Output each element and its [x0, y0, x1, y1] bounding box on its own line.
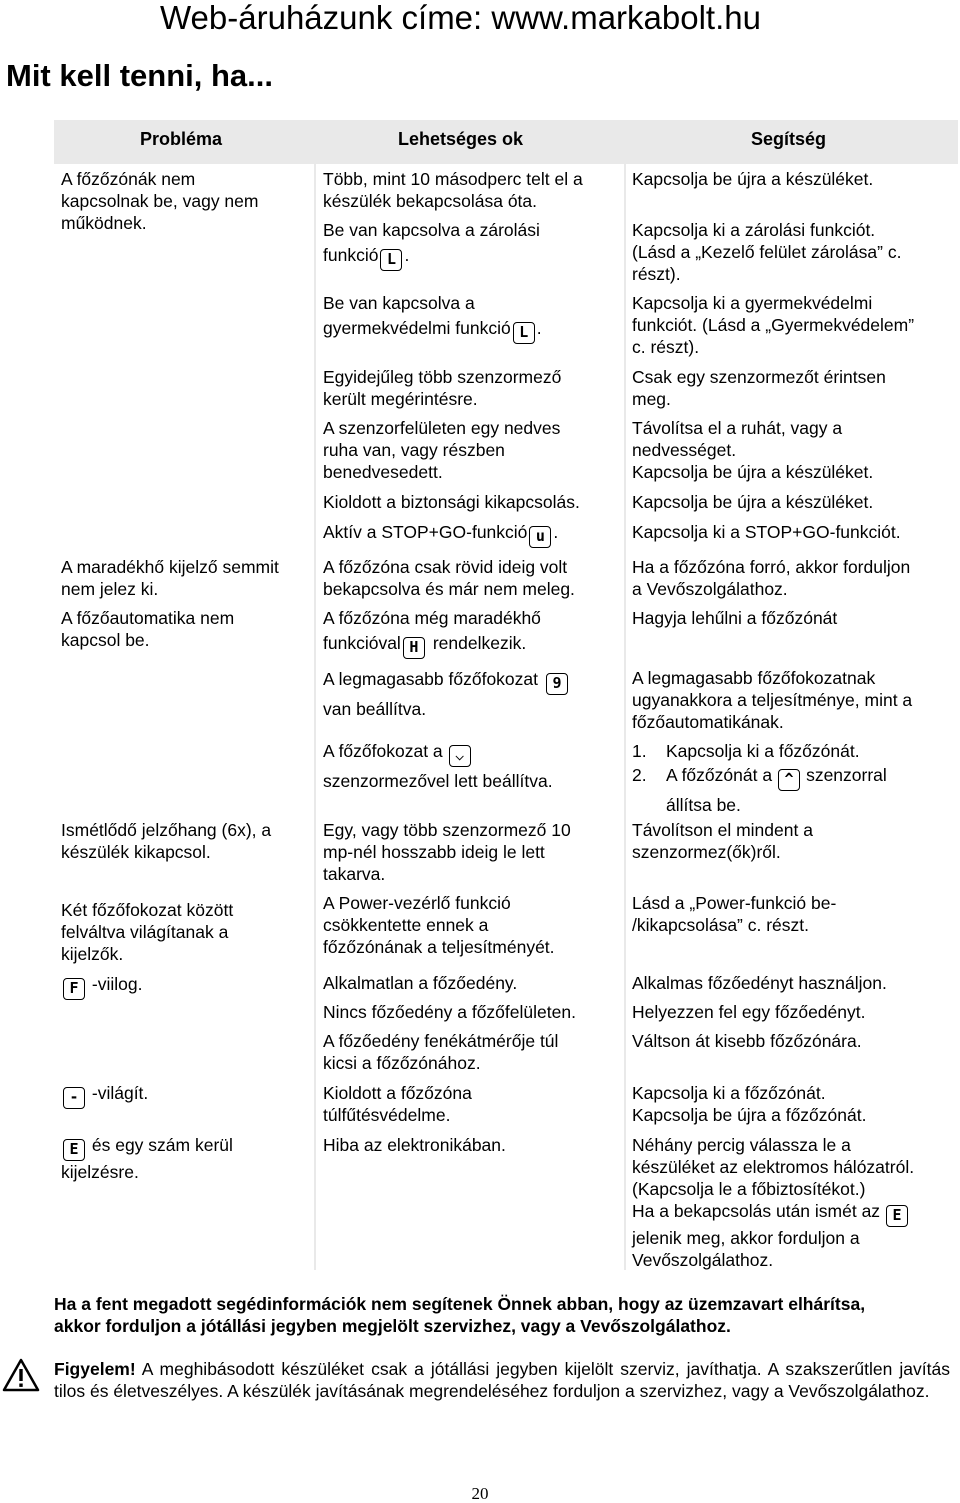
dash-display-icon: -	[63, 1087, 85, 1109]
child-lock-icon: L	[513, 322, 535, 344]
remedy-14: Alkalmas főzőedényt használjon.	[632, 973, 887, 993]
lock-icon: L	[380, 249, 402, 271]
remedy-3: Kapcsolja ki a gyermekvédelmi funkciót. (Lásd a „Gyermekvédelem” c. részt).	[632, 293, 915, 357]
remedy-5: Távolítsa el a ruhát, vagy a nedvességet. Kapcsolja be újra a készüléket.	[632, 418, 874, 482]
cause-18: Hiba az elektronikában.	[323, 1135, 506, 1155]
remedy-15: Helyezzen fel egy főzőedényt.	[632, 1002, 866, 1022]
warning-triangle-icon	[2, 1358, 40, 1392]
residual-heat-icon: H	[403, 637, 425, 659]
remedy-1: Kapcsolja be újra a készüléket.	[632, 169, 874, 189]
remedy-12: Távolítson el mindent a szenzormez(ők)ről.	[632, 820, 813, 862]
cause-10: A legmagasabb főzőfokozat 9 van beállítva.	[323, 668, 570, 720]
problem-4: Ismétlődő jelzőhang (6x), a készülék kikapcsol.	[61, 820, 272, 862]
chevron-down-icon: ⌵	[449, 745, 471, 767]
level-9-icon: 9	[546, 673, 568, 695]
problem-3: A főzőautomatika nem kapcsol be.	[61, 608, 235, 650]
warning-label: Figyelem!	[54, 1359, 136, 1379]
problem-6: F -viilog.	[61, 973, 142, 1000]
problem-8: E és egy szám kerül kijelzésre.	[61, 1135, 233, 1182]
cause-9: A főzőzóna még maradékhő funkcióval H rendelkezik.	[323, 607, 541, 659]
cause-16: A főzőedény fenékátmérője túl kicsi a főzőzónához.	[323, 1031, 559, 1073]
chevron-up-icon: ^	[778, 769, 800, 791]
cause-1: Több, mint 10 másodperc telt el a készülék bekapcsolása óta.	[323, 169, 583, 211]
cause-14: Alkalmatlan a főzőedény.	[323, 973, 518, 993]
problem-2: A maradékhő kijelző semmit nem jelez ki.	[61, 557, 279, 599]
remedy-10: A legmagasabb főzőfokozatnak ugyanakkora a teljesítménye, mint a főzőautomatikának.	[632, 668, 913, 732]
warning-paragraph: Figyelem! A meghibásodott készüléket csak a jótállási jegyben kijelölt szerviz, javíthatja. A szakszerűtlen javítás tilos és életveszélyes. A készülék javításának megrendeléséhez forduljon a szervizhez, vagy a Vevőszolgálathoz.	[54, 1359, 950, 1401]
cause-11: A főzőfokozat a ⌵ szenzormezővel lett beállítva.	[323, 741, 553, 791]
cause-17: Kioldott a főzőzóna túlfűtésvédelme.	[323, 1083, 472, 1125]
remedy-2: Kapcsolja ki a zárolási funkciót. (Lásd a „Kezelő felület zárolása” c. részt).	[632, 220, 902, 284]
cause-12: Egy, vagy több szenzormező 10 mp-nél hosszabb ideig le lett takarva.	[323, 820, 571, 884]
remedy-7: Kapcsolja ki a STOP+GO-funkciót.	[632, 522, 901, 542]
header-problem: Probléma	[140, 129, 223, 149]
problem-1: A főzőzónák nem kapcsolnak be, vagy nem működnek.	[61, 169, 259, 233]
e-display-icon: E	[63, 1139, 85, 1161]
support-note: Ha a fent megadott segédinformációk nem segítenek Önnek abban, hogy az üzemzavart elhárítsa, akkor forduljon a jótállási jegyben megjelölt szervizhez, vagy a Vevőszolgálathoz.	[54, 1294, 866, 1336]
cause-3: Be van kapcsolva a gyermekvédelmi funkció L .	[323, 292, 542, 344]
cause-13: A Power-vezérlő funkció csökkentette ennek a főzőzónának a teljesítményét.	[323, 893, 555, 957]
page-title: Mit kell tenni, ha...	[6, 58, 273, 93]
header-remedy: Segítség	[751, 129, 827, 149]
remedy-11: 1. Kapcsolja ki a főzőzónát. 2. A főzőzónát a ^ szenzorral állítsa be.	[632, 741, 887, 815]
cause-4: Egyidejűleg több szenzormező került megérintésre.	[323, 367, 562, 409]
stop-go-icon: u	[529, 526, 551, 548]
cause-column	[316, 164, 624, 1270]
problem-column	[54, 164, 314, 1270]
cause-15: Nincs főzőedény a főzőfelületen.	[323, 1002, 576, 1022]
cause-2: Be van kapcsolva a zárolási funkció L .	[323, 219, 540, 271]
troubleshooting-table	[54, 120, 958, 1270]
cause-6: Kioldott a biztonsági kikapcsolás.	[323, 492, 580, 512]
problem-5: Két főzőfokozat között felváltva világítanak a kijelzők.	[61, 900, 234, 964]
f-display-icon: F	[63, 978, 85, 1000]
cause-7: Aktív a STOP+GO-funkció u .	[323, 521, 558, 548]
problem-7: - -világít.	[61, 1082, 148, 1109]
remedy-6: Kapcsolja be újra a készüléket.	[632, 492, 874, 512]
website-url-header: Web-áruházunk címe: www.markabolt.hu	[160, 0, 761, 36]
remedy-column	[626, 164, 958, 1270]
remedy-17: Kapcsolja ki a főzőzónát. Kapcsolja be újra a főzőzónát.	[632, 1083, 867, 1125]
remedy-18: Néhány percig válassza le a készüléket az elektromos hálózatról. (Kapcsolja le a főbiztosítékot.) Ha a bekapcsolás után ismét az E jelenik meg, akkor forduljon a Vevőszolgálathoz.	[632, 1135, 915, 1270]
remedy-8: Ha a főzőzóna forró, akkor forduljon a Vevőszolgálathoz.	[632, 557, 911, 599]
page-number: 20	[471, 1484, 489, 1503]
remedy-16: Váltson át kisebb főzőzónára.	[632, 1031, 862, 1051]
header-cause: Lehetséges ok	[398, 129, 524, 149]
remedy-4: Csak egy szenzormezőt érintsen meg.	[632, 367, 886, 409]
cause-5: A szenzorfelületen egy nedves ruha van, vagy részben benedvesedett.	[323, 418, 561, 482]
cause-8: A főzőzóna csak rövid ideig volt bekapcsolva és már nem meleg.	[323, 557, 575, 599]
remedy-9: Hagyja lehűlni a főzőzónát	[632, 608, 838, 628]
remedy-13: Lásd a „Power-funkció be- /kikapcsolása” c. részt.	[632, 893, 837, 935]
e-display-icon: E	[886, 1205, 908, 1227]
